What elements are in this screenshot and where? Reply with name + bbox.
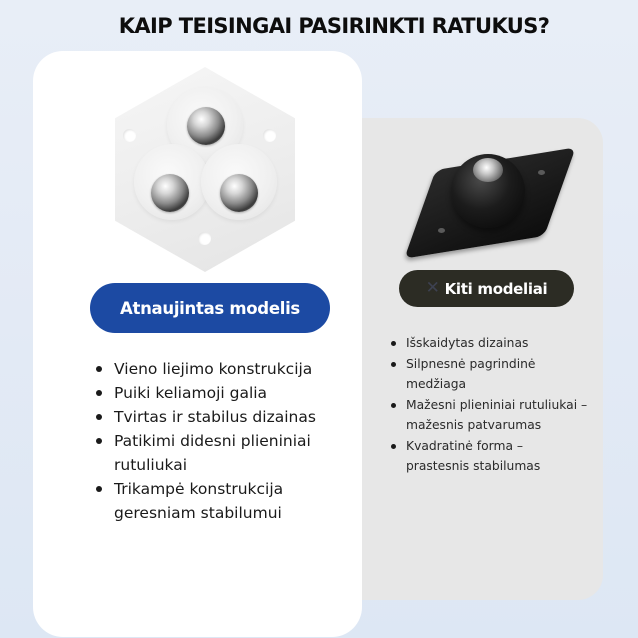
page-title: KAIP TEISINGAI PASIRINKTI RATUKUS? xyxy=(118,14,550,38)
steel-ball xyxy=(187,107,225,145)
steel-ball xyxy=(220,174,258,212)
feature-item: Išskaidytas dizainas xyxy=(388,333,588,354)
steel-ball xyxy=(473,158,503,182)
old-model-badge-label: Kiti modeliai xyxy=(444,279,548,298)
old-model-badge xyxy=(399,270,574,307)
feature-item: Puiki keliamoji galia xyxy=(92,381,352,405)
feature-item: Kvadratinė forma – prastesnis stabilumas xyxy=(388,436,588,477)
hexagon-caster-image xyxy=(115,67,295,272)
feature-item: Patikimi didesni plieniniai rutuliukai xyxy=(92,429,352,477)
feature-item: Vieno liejimo konstrukcija xyxy=(92,357,352,381)
new-model-badge xyxy=(90,283,330,333)
feature-item: Silpnesnė pagrindinė medžiaga xyxy=(388,354,588,395)
feature-item: Mažesni plieniniai rutuliukai – mažesnis patvarumas xyxy=(388,395,588,436)
old-model-features xyxy=(388,333,588,477)
mount-hole xyxy=(538,170,545,175)
new-model-badge-label: Atnaujintas modelis xyxy=(120,298,300,318)
mount-hole xyxy=(438,228,445,233)
mount-hole xyxy=(123,129,136,142)
square-caster-image xyxy=(405,148,575,258)
x-icon: ✕ xyxy=(425,278,440,298)
feature-item: Trikampė konstrukcija geresniam stabilumui xyxy=(92,477,352,525)
new-model-features xyxy=(92,357,352,525)
steel-ball xyxy=(151,174,189,212)
feature-item: Tvirtas ir stabilus dizainas xyxy=(92,405,352,429)
mount-hole xyxy=(198,232,211,245)
mount-hole xyxy=(263,129,276,142)
